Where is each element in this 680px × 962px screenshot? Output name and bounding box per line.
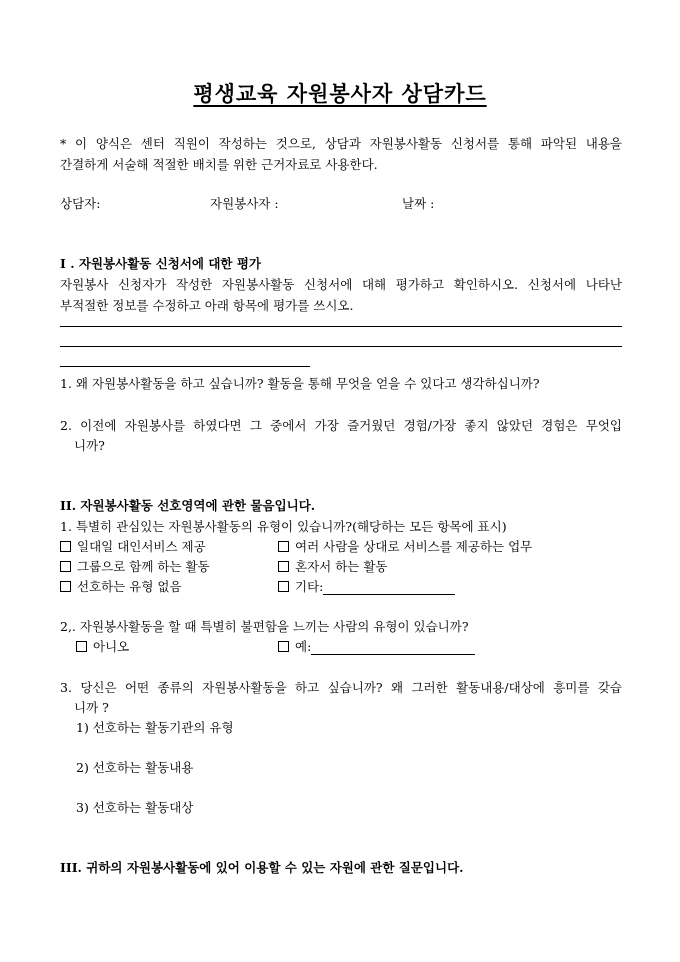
section-2-question-2: 2,. 자원봉사활동을 할 때 특별히 불편함을 느끼는 사람의 유형이 있습니까? <box>60 619 469 634</box>
checkbox[interactable] <box>278 581 289 592</box>
section-1-heading: I . 자원봉사활동 신청서에 대한 평가 <box>60 256 262 271</box>
option-other[interactable] <box>278 577 455 595</box>
checkbox[interactable] <box>278 641 289 652</box>
section-1-description-line-1: 자원봉사 신청자가 작성한 자원봉사활동 신청서에 대해 평가하고 확인하시오. 신청서에 나타난 <box>60 277 622 292</box>
page-title: 평생교육 자원봉사자 상담카드 <box>193 81 487 106</box>
section-1-question-2-line-2: 니까? <box>74 438 105 453</box>
section-1-question-1: 1. 왜 자원봉사활동을 하고 싶습니까? 활동을 통해 무엇을 얻을 수 있다고 생각하십니까? <box>60 376 540 391</box>
section-2-heading: II. 자원봉사활동 선호영역에 관한 물음입니다. <box>60 498 316 513</box>
section-1-description-line-2: 부적절한 정보를 수정하고 아래 항목에 평가를 쓰시오. <box>60 298 354 313</box>
q3-sub-item-1: 1) 선호하는 활동기관의 유형 <box>76 720 234 735</box>
volunteer-field-label: 자원봉사자 : <box>210 196 279 211</box>
section-2-question-3-line-2: 니까 ? <box>74 700 109 715</box>
checkbox[interactable] <box>278 561 289 572</box>
checkbox[interactable] <box>60 581 71 592</box>
q3-sub-item-2: 2) 선호하는 활동내용 <box>76 760 194 775</box>
option-none[interactable] <box>60 577 182 595</box>
option-many-people[interactable] <box>278 537 532 555</box>
option-label: 기타: <box>295 579 324 594</box>
intro-line-1: * 이 양식은 센터 직원이 작성하는 것으로, 상담과 자원봉사활동 신청서를 통해 파악된 내용을 <box>60 136 622 151</box>
option-label: 선호하는 유형 없음 <box>77 579 182 594</box>
option-alone[interactable] <box>278 557 387 575</box>
option-label: 일대일 대인서비스 제공 <box>77 539 206 554</box>
intro-line-2: 간결하게 서술해 적절한 배치를 위한 근거자료로 사용한다. <box>60 157 378 172</box>
section-2-question-3-line-1: 3. 당신은 어떤 종류의 자원봉사활동을 하고 싶습니까? 왜 그러한 활동내용/대상에 흥미를 갖습 <box>60 680 622 695</box>
option-label: 예: <box>295 639 312 654</box>
q2-option-no[interactable] <box>76 637 129 655</box>
yes-blank-line[interactable] <box>311 642 475 655</box>
date-field-label: 날짜 : <box>402 196 435 211</box>
option-label: 혼자서 하는 활동 <box>295 559 388 574</box>
option-label: 아니오 <box>93 639 130 654</box>
writing-line-3 <box>60 366 310 367</box>
counselor-field-label: 상담자: <box>60 196 101 211</box>
option-group[interactable] <box>60 557 210 575</box>
q2-option-yes[interactable] <box>278 637 475 655</box>
writing-line-2 <box>60 346 622 347</box>
section-2-question-1: 1. 특별히 관심있는 자원봉사활동의 유형이 있습니까?(해당하는 모든 항목에 표시) <box>60 519 507 534</box>
writing-line-1 <box>60 326 622 327</box>
checkbox[interactable] <box>76 641 87 652</box>
section-3-heading: III. 귀하의 자원봉사활동에 있어 이용할 수 있는 자원에 관한 질문입니다. <box>60 860 464 875</box>
checkbox[interactable] <box>60 541 71 552</box>
option-label: 그룹으로 함께 하는 활동 <box>77 559 210 574</box>
option-one-on-one[interactable] <box>60 537 206 555</box>
q3-sub-item-3: 3) 선호하는 활동대상 <box>76 800 194 815</box>
checkbox[interactable] <box>278 541 289 552</box>
section-1-question-2-line-1: 2. 이전에 자원봉사를 하였다면 그 중에서 가장 즐거웠던 경험/가장 좋지 않았던 경험은 무엇입 <box>60 418 622 433</box>
other-blank-line[interactable] <box>323 582 455 595</box>
checkbox[interactable] <box>60 561 71 572</box>
option-label: 여러 사람을 상대로 서비스를 제공하는 업무 <box>295 539 533 554</box>
